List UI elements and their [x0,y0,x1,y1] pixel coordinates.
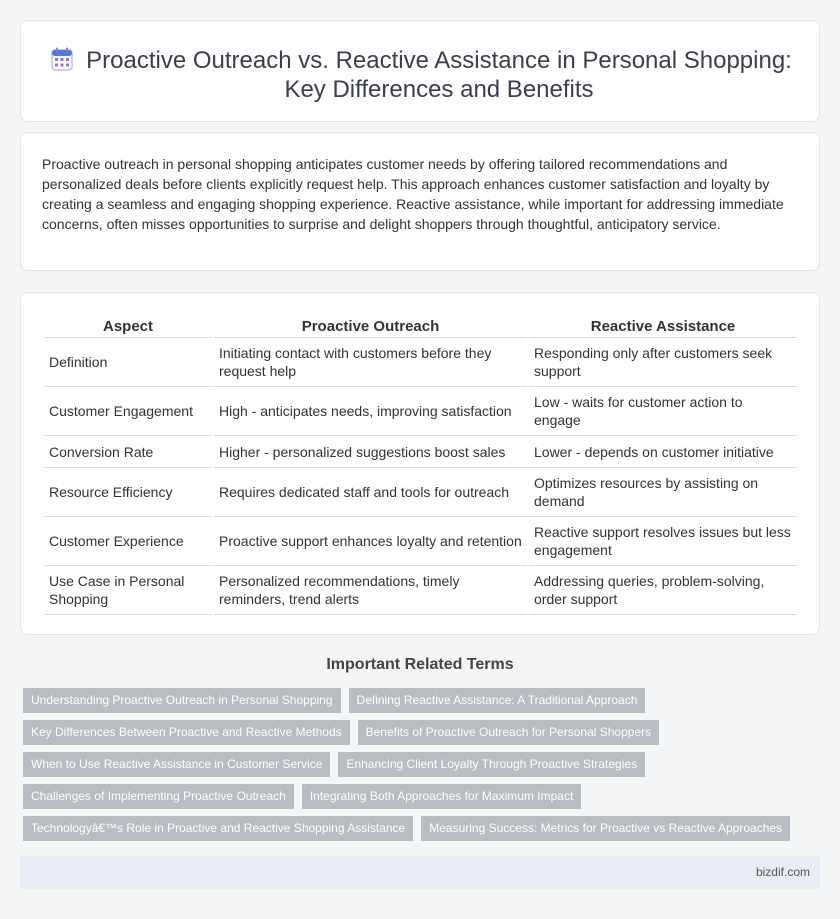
table-row [44,468,797,517]
related-term-tag[interactable]: Integrating Both Approaches for Maximum Impact [302,784,581,809]
row-proactive: High - anticipates needs, improving satisfaction [214,387,527,436]
table-row [44,436,797,468]
related-terms-list [23,688,823,848]
related-term-tag[interactable]: Understanding Proactive Outreach in Personal Shopping [23,688,341,713]
header-reactive: Reactive Assistance [529,313,797,338]
row-aspect: Use Case in Personal Shopping [44,566,212,615]
row-aspect: Conversion Rate [44,436,212,468]
row-proactive: Requires dedicated staff and tools for outreach [214,468,527,517]
row-reactive: Responding only after customers seek support [529,338,797,387]
row-aspect: Definition [44,338,212,387]
related-term-tag[interactable]: Benefits of Proactive Outreach for Personal Shoppers [358,720,660,745]
row-aspect: Customer Experience [44,517,212,566]
comparison-table [42,313,799,615]
calendar-icon [51,47,73,71]
table-row [44,387,797,436]
row-proactive: Personalized recommendations, timely reminders, trend alerts [214,566,527,615]
related-term-tag[interactable]: Measuring Success: Metrics for Proactive vs Reactive Approaches [421,816,790,841]
related-terms-heading: Important Related Terms [326,656,514,673]
intro-paragraph: Proactive outreach in personal shopping anticipates customer needs by offering tailored recommendations and personalized deals before clients explicitly request help. This approach enhances customer satisfaction and loyalty by creating a seamless and engaging shopping experience. Reactive assistance, while important for addressing immediate concerns, often misses opportunities to surprise and delight shoppers through thoughtful, anticipatory service. [42,156,784,232]
related-term-tag[interactable]: Defining Reactive Assistance: A Traditional Approach [349,688,646,713]
comparison-table-card [20,292,820,635]
intro-card [20,132,820,271]
page-title: Proactive Outreach vs. Reactive Assistance in Personal Shopping: Key Differences and Benefits [86,47,792,103]
row-reactive: Lower - depends on customer initiative [529,436,797,468]
related-term-tag[interactable]: Enhancing Client Loyalty Through Proactive Strategies [338,752,645,777]
row-proactive: Higher - personalized suggestions boost sales [214,436,527,468]
row-proactive: Proactive support enhances loyalty and retention [214,517,527,566]
table-row [44,566,797,615]
row-reactive: Low - waits for customer action to engage [529,387,797,436]
header-card [20,20,820,122]
table-header-row [44,313,797,338]
row-reactive: Optimizes resources by assisting on demand [529,468,797,517]
row-reactive: Addressing queries, problem-solving, order support [529,566,797,615]
row-reactive: Reactive support resolves issues but less engagement [529,517,797,566]
table-row [44,338,797,387]
related-term-tag[interactable]: Technologyâ€™s Role in Proactive and Reactive Shopping Assistance [23,816,413,841]
table-row [44,517,797,566]
header-proactive: Proactive Outreach [214,313,527,338]
footer-site-link[interactable]: bizdif.com [755,865,810,879]
row-proactive: Initiating contact with customers before they request help [214,338,527,387]
header-aspect: Aspect [44,313,212,338]
footer [20,856,820,889]
related-term-tag[interactable]: When to Use Reactive Assistance in Customer Service [23,752,330,777]
row-aspect: Resource Efficiency [44,468,212,517]
related-term-tag[interactable]: Key Differences Between Proactive and Reactive Methods [23,720,350,745]
row-aspect: Customer Engagement [44,387,212,436]
related-term-tag[interactable]: Challenges of Implementing Proactive Outreach [23,784,294,809]
